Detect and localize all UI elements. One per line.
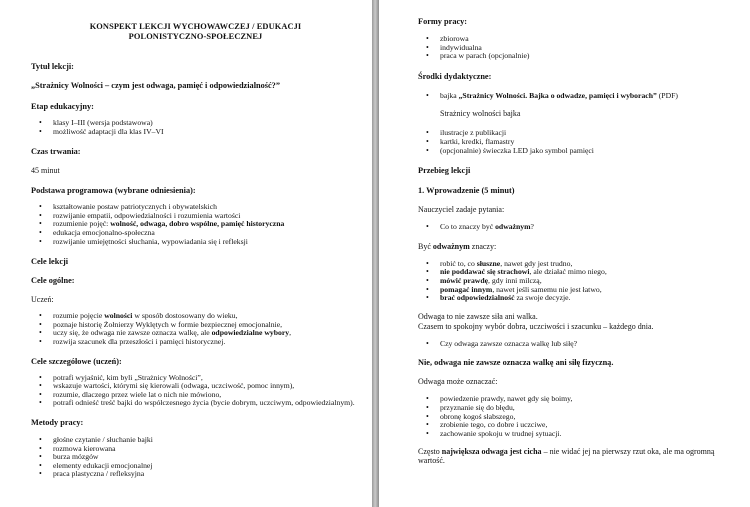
list-item-text: rozumie pojęcie [53, 311, 105, 321]
teacher-asks: Nauczyciel zadaje pytania: [418, 205, 505, 215]
course-heading: Przebieg lekcji [418, 166, 471, 176]
text: Często [418, 447, 442, 457]
list-item [426, 92, 738, 101]
emphasis: największa odwaga jest cicha [441, 447, 542, 457]
list-item: • rozwijanie empatii, odpowiedzialności i rozumienia wartości [39, 212, 360, 221]
general-goals-heading: Cele ogólne: [31, 276, 75, 286]
duration-heading: Czas trwania: [31, 147, 81, 157]
left-page [0, 0, 372, 507]
list-item-emphasis: brać odpowiedzialność [440, 293, 515, 303]
intro-question-list [426, 223, 738, 232]
list-item: • głośne czytanie / słuchanie bajki [39, 436, 360, 445]
stage-list [39, 119, 360, 136]
stage-heading: Etap edukacyjny: [31, 102, 94, 111]
brave-means [418, 242, 738, 252]
list-item: • kształtowanie postaw patriotycznych i obywatelskich [39, 203, 360, 212]
list-item-emphasis: mówić prawdę [440, 275, 489, 285]
specific-goals-list [39, 374, 360, 408]
list-item: • zbiorowa [426, 35, 738, 44]
list-item: • elementy edukacji emocjonalnej [39, 462, 360, 471]
list-item-emphasis: nie poddawać się strachowi [440, 267, 530, 277]
lesson-topic: „Strażnicy Wolności – czym jest odwaga, pamięć i odpowiedzialność?” [31, 81, 280, 90]
list-item [426, 294, 738, 303]
goals-heading: Cele lekcji [31, 257, 69, 267]
forms-list [426, 35, 738, 61]
list-item-emphasis: wolność, odwaga, dobro wspólne, pamięć historyczna [110, 219, 285, 229]
text: znaczy: [469, 241, 497, 251]
core-curriculum-heading: Podstawa programowa (wybrane odniesienia): [31, 186, 196, 196]
list-item-text: ? [530, 222, 534, 232]
list-item: • możliwość adaptacji dla klas IV–VI [39, 128, 360, 137]
list-item-emphasis: odważnym [495, 222, 531, 232]
list-item-text: bajka [440, 90, 459, 100]
list-item-text: , gdy inni milczą, [488, 275, 542, 285]
fable-title: „Strażnicy Wolności. Bajka o odwadze, pamięci i wyborach” [458, 90, 657, 100]
list-item: • rozumie, dlaczego przez wiele lat o nich nie mówiono, [39, 391, 360, 400]
list-item: • (opcjonalnie) świeczka LED jako symbol pamięci [426, 147, 738, 156]
list-item: • praca plastyczna / refleksyjna [39, 470, 360, 479]
list-item: • powiedzenie prawdy, nawet gdy się boimy, [426, 395, 738, 404]
list-item-text: , [289, 328, 292, 338]
general-goals-list [39, 312, 360, 346]
list-item-text: Co to znaczy być [440, 222, 496, 232]
list-item: • rozmowa kierowana [39, 445, 360, 454]
list-item-text: rozumienie pojęć: [53, 219, 111, 229]
list-item-emphasis: pomagać innym [440, 284, 493, 294]
list-item: • przyznanie się do błędu, [426, 404, 738, 413]
answer: Nie, odwaga nie zawsze oznacza walkę ani siłę fizyczną. [418, 358, 614, 368]
text: – nie widać jej na pierwszy rzut oka, ale ma ogromną wartość. [418, 447, 715, 466]
list-item: • poznaje historię Żołnierzy Wyklętych w formie bezpiecznej emocjonalnie, [39, 321, 360, 330]
courage-list [426, 395, 738, 438]
list-item: • ilustracje z publikacji [426, 129, 738, 138]
list-item-text: , ale działać mimo niego, [529, 267, 607, 277]
list-item: • zrobienie tego, co dobre i uczciwe, [426, 421, 738, 430]
list-item-text: uczy się, że odwaga nie zawsze oznacza walkę, ale [53, 328, 212, 338]
text: Być [418, 241, 433, 251]
list-item: • potrafi odnieść treść bajki do współczesnego życia (bycie dobrym, uczciwym, odpowiedzialnym). [39, 399, 360, 408]
forms-heading: Formy pracy: [418, 17, 468, 26]
list-item: • klasy I–III (wersja podstawowa) [39, 119, 360, 128]
student-label: Uczeń: [31, 295, 54, 305]
list-item: • Czy odwaga zawsze oznacza walkę lub siłę? [426, 340, 738, 349]
list-item-text: (PDF) [656, 90, 678, 100]
aids-list [426, 129, 738, 155]
list-item: • burza mózgów [39, 453, 360, 462]
list-item: • potrafi wyjaśnić, kim byli „Strażnicy Wolności”, [39, 374, 360, 383]
list-item: • rozwija szacunek dla przeszłości i pamięci historycznej. [39, 338, 360, 347]
methods-heading: Metody pracy: [31, 417, 84, 427]
specific-goals-heading: Cele szczegółowe (uczeń): [31, 356, 122, 366]
document-title: KONSPEKT LEKCJI WYCHOWAWCZEJ / EDUKACJI POLONISTYCZNO-SPOŁECZNEJ [89, 22, 302, 41]
courage-can-mean: Odwaga może oznaczać: [418, 377, 498, 387]
question2-list [426, 340, 738, 349]
list-item: • obronę kogoś słabszego, [426, 413, 738, 422]
core-curriculum-list [39, 203, 360, 246]
list-item: • indywidualna [426, 44, 738, 53]
brave-list [426, 260, 738, 303]
list-item: • wskazuje wartości, którymi się kierowali (odwaga, uczciwość, pomoc innym), [39, 382, 360, 391]
courage-line-2: Czasem to spokojny wybór dobra, uczciwości i szacunku – każdego dnia. [418, 321, 654, 331]
right-page [379, 0, 750, 507]
list-item-emphasis: słuszne [476, 258, 501, 268]
list-item-emphasis: wolności [104, 311, 133, 321]
list-item: • rozwijanie umiejętności słuchania, wypowiadania się i refleksji [39, 238, 360, 247]
aids-fable-list [426, 92, 738, 101]
fable-subtitle: Strażnicy wolności bajka [440, 109, 521, 119]
list-item: • praca w parach (opcjonalnie) [426, 52, 738, 61]
list-item-text: , nawet jeśli samemu nie jest łatwo, [492, 284, 602, 294]
list-item: • edukacja emocjonalno-społeczna [39, 229, 360, 238]
intro-heading: 1. Wprowadzenie (5 minut) [418, 186, 515, 196]
courage-line-1: Odwaga to nie zawsze siła ani walka. [418, 311, 538, 321]
list-item [426, 223, 738, 232]
emphasis: odważnym [432, 241, 470, 251]
topic-heading: Tytuł lekcji: [31, 62, 74, 71]
duration-value: 45 minut [31, 166, 60, 176]
list-item-text: robić to, co [440, 258, 477, 268]
list-item-text: za swoje decyzje. [514, 293, 571, 303]
closing-text [418, 447, 738, 465]
aids-heading: Środki dydaktyczne: [418, 71, 492, 81]
list-item: • kartki, kredki, flamastry [426, 138, 738, 147]
list-item-text: w sposób dostosowany do wieku, [132, 311, 238, 321]
list-item-emphasis: odpowiedzialne wybory [211, 328, 290, 338]
methods-list [39, 436, 360, 479]
list-item-text: , nawet gdy jest trudno, [500, 258, 573, 268]
page-divider [372, 0, 379, 507]
list-item: • zachowanie spokoju w trudnej sytuacji. [426, 430, 738, 439]
